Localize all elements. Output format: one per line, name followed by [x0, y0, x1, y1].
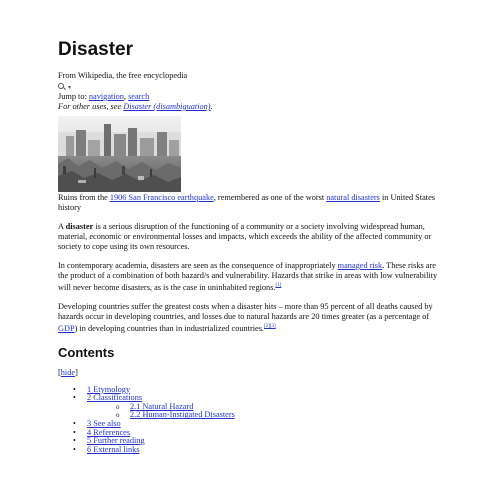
toc-subitem	[58, 403, 438, 412]
toc-link-see-also[interactable]: 3 See also	[87, 418, 121, 428]
bold-term: disaster	[65, 222, 94, 231]
contents-heading: Contents	[58, 344, 115, 360]
toc-toggle: [hide]	[58, 367, 78, 377]
page-title: Disaster	[58, 39, 133, 60]
earthquake-ruins-photo[interactable]	[58, 116, 181, 192]
toc-link-external-links[interactable]: 6 External links	[87, 444, 140, 454]
hide-toc-link[interactable]: hide	[60, 367, 76, 377]
paragraph-definition: A disaster is a serious disruption of the functioning of a community or a society involving widespread human, material, economic or environmental losses and impacts, which exceeds the ability of the affected community or society to cope using its own resources.	[58, 222, 432, 251]
figure-caption: Ruins from the 1906 San Francisco earthquake, remembered as one of the worst natural disasters in United States history	[58, 193, 435, 212]
site-tagline: From Wikipedia, the free encyclopedia	[58, 71, 188, 80]
toc-item	[58, 394, 438, 403]
toc-item	[58, 446, 438, 455]
sf-earthquake-link[interactable]: 1906 San Francisco earthquake	[109, 193, 214, 202]
toc-link-human-instigated[interactable]: 2.2 Human-Instigated Disasters	[130, 410, 235, 420]
paragraph-developing-countries: Developing countries suffer the greatest costs when a disaster hits – more than 95 percent of all deaths caused by hazards occur in developing countries, and losses due to natural hazards are 20 times greater (as a percentage of GDP) in developing countries than in industrialized countries.[2][3]	[58, 301, 433, 333]
reference-1-link[interactable]: [1]	[275, 283, 282, 288]
toc-link-natural-hazard[interactable]: 2.1 Natural Hazard	[130, 401, 194, 411]
chevron-down-icon[interactable]: ▾	[68, 84, 72, 91]
jump-navigation-link[interactable]: navigation	[88, 92, 124, 101]
magnifier-icon[interactable]	[58, 83, 66, 91]
table-of-contents	[58, 386, 438, 455]
paragraph-academia: In contemporary academia, disasters are seen as the consequence of inappropriately managed risk. These risks are the product of a combination of both hazard/s and vulnerability. Hazards that strike in areas with low vulnerability will never become disasters, as is the case in uninhabited regions.[1]	[58, 261, 438, 292]
toc-link-etymology[interactable]: 1 Etymology	[87, 384, 131, 394]
jump-links: Jump to: navigation, search	[58, 92, 150, 101]
article	[58, 38, 438, 454]
toc-link-classifications[interactable]: 2 Classifications	[87, 393, 143, 403]
toolbar	[58, 82, 438, 92]
managed-risk-link[interactable]: managed risk	[337, 261, 383, 270]
reference-2-3-link[interactable]: [2][3]	[264, 323, 276, 329]
disambiguation-link[interactable]: Disaster (disambiguation)	[123, 102, 211, 111]
hatnote: For other uses, see Disaster (disambiguation).	[58, 102, 213, 111]
natural-disasters-link[interactable]: natural disasters	[326, 193, 380, 202]
gdp-link[interactable]: GDP	[58, 323, 75, 333]
jump-search-link[interactable]: search	[128, 92, 150, 101]
toc-link-further-reading[interactable]: 5 Further reading	[87, 436, 145, 446]
toc-link-references[interactable]: 4 References	[87, 427, 131, 437]
